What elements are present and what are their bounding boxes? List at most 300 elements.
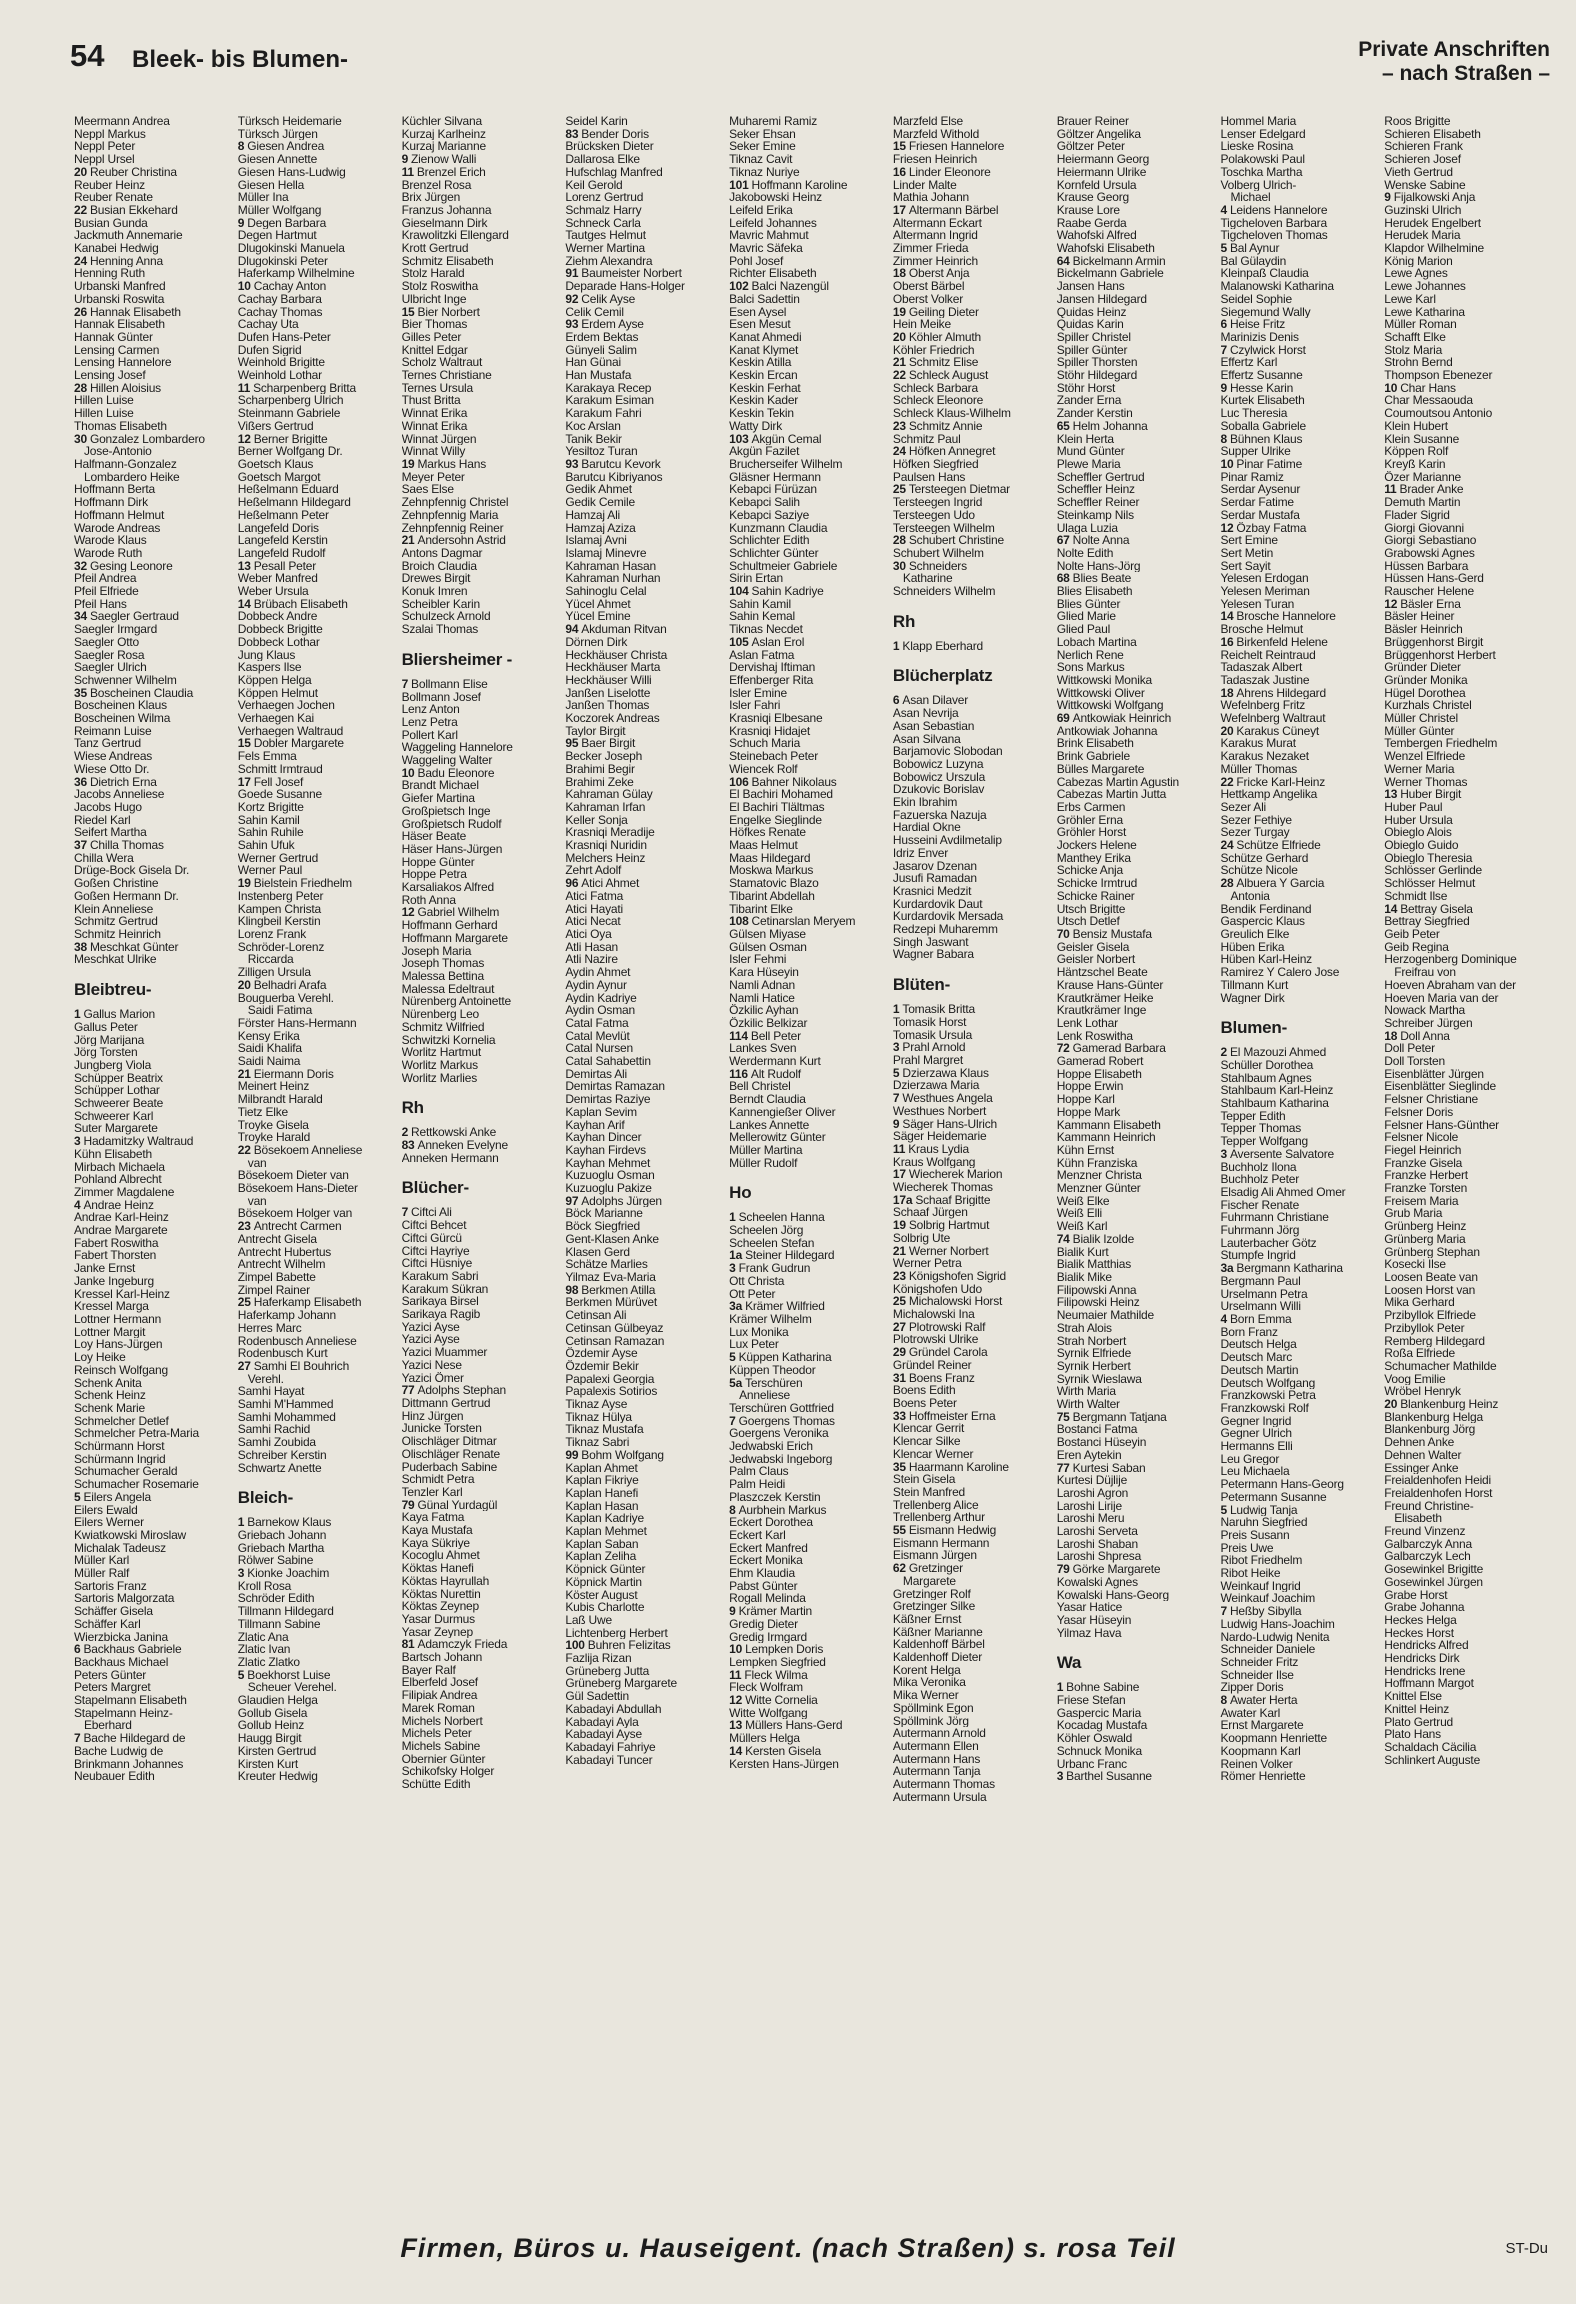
resident-entry — [729, 1643, 893, 1656]
resident-entry: Samhi Rachid — [237, 1423, 311, 1437]
resident-entry — [893, 306, 1057, 319]
resident-entry: Jedwabski Erich — [729, 1440, 813, 1453]
resident-entry: Stumpfe Ingrid — [1220, 1249, 1296, 1263]
resident-name: Terschüren — [745, 1376, 803, 1390]
resident-entry: Schlinkert Auguste — [1384, 1753, 1481, 1767]
footer-code: ST-Du — [1505, 2240, 1548, 2257]
house-number: 35 — [74, 686, 87, 700]
resident-entry: Göltzer Peter — [1056, 140, 1125, 154]
resident-entry: Schreiber Kerstin — [237, 1448, 327, 1462]
resident-entry: Schmelcher Detlef — [74, 1414, 169, 1428]
resident-entry: Schmalz Harry — [565, 203, 642, 217]
resident-entry — [1384, 191, 1548, 204]
resident-entry: Elberfeld Josef — [401, 1676, 478, 1690]
resident-entry: Karakus Nezaket — [1220, 750, 1309, 763]
resident-entry: Müller Ina — [237, 191, 289, 204]
resident-entry: Deutsch Martin — [1220, 1363, 1299, 1377]
resident-entry: Kabadayi Fahriye — [565, 1741, 656, 1754]
resident-name: Brübach Elisabeth — [253, 597, 348, 611]
resident-entry — [1384, 788, 1548, 801]
resident-name: Belhadri Arafa — [253, 978, 327, 992]
resident-entry: Grabe Johanna — [1384, 1601, 1465, 1614]
resident-entry: Glaudien Helga — [237, 1694, 318, 1707]
resident-entry: Krause Lore — [1056, 203, 1120, 217]
resident-entry: Schnuck Monika — [1056, 1744, 1142, 1758]
resident-entry: Sahin Kemal — [729, 610, 795, 624]
resident-entry: Schleck Eleonore — [892, 394, 984, 408]
resident-name: Bösekoem Anneliese — [253, 1143, 363, 1157]
resident-entry: Yasar Durmus — [401, 1612, 475, 1626]
resident-entry: Seidel Sophie — [1220, 292, 1292, 306]
resident-entry: Naruhn Siegfried — [1220, 1516, 1308, 1529]
resident-entry: Jedwabski Ingeborg — [729, 1452, 833, 1466]
resident-entry: Eren Aytekin — [1056, 1448, 1122, 1462]
house-number: 5 — [74, 1490, 81, 1504]
resident-name: Aurbhein Markus — [738, 1503, 827, 1517]
directory-column — [893, 115, 1057, 2185]
house-number: 102 — [729, 280, 749, 293]
resident-entry: Degen Hartmut — [237, 229, 317, 243]
resident-entry: Idriz Enver — [892, 846, 949, 860]
resident-entry: Leifeld Johannes — [729, 216, 817, 230]
resident-entry: Scheffler Heinz — [1056, 483, 1135, 497]
resident-name: Köhler Almuth — [908, 330, 981, 344]
resident-name: Görke Margarete — [1072, 1563, 1161, 1576]
resident-entry: Jackmuth Annemarie — [74, 229, 183, 243]
resident-entry: Werner Gertrud — [237, 851, 319, 865]
resident-entry: Laroshi Shaban — [1056, 1537, 1138, 1551]
resident-entry: Warode Andreas — [74, 521, 161, 535]
house-number: 106 — [729, 775, 749, 789]
resident-entry — [893, 140, 1057, 153]
resident-name: Werner Norbert — [908, 1244, 989, 1258]
page-header — [70, 38, 1550, 88]
resident-entry: Lottner Hermann — [74, 1312, 162, 1326]
resident-entry: Palm Claus — [729, 1465, 789, 1479]
resident-entry: Köppen Helga — [237, 673, 312, 687]
resident-name: Blies Beate — [1072, 572, 1132, 586]
resident-entry: Ramirez Y Calero Jose — [1220, 966, 1340, 979]
resident-entry: Thust Britta — [401, 394, 461, 408]
house-number: 21 — [401, 534, 415, 547]
resident-entry: Isler Fehmi — [729, 953, 787, 967]
resident-entry — [729, 1669, 893, 1682]
resident-entry: Brink Elisabeth — [1056, 737, 1134, 751]
entry-continuation: Margarete — [902, 1574, 956, 1588]
resident-entry — [1220, 1694, 1384, 1707]
house-number: 12 — [401, 906, 415, 920]
resident-entry: Meermann Andrea — [74, 115, 170, 128]
resident-entry: Schneider Daniele — [1220, 1643, 1316, 1656]
resident-entry: Krasniqi Meradije — [565, 826, 655, 840]
resident-entry: Dobbeck Lothar — [237, 635, 320, 649]
resident-entry: Gül Sadettin — [565, 1690, 629, 1703]
entry-continuation: Michael — [1230, 191, 1271, 204]
resident-entry — [729, 1719, 893, 1732]
resident-entry — [74, 1732, 238, 1745]
house-number: 24 — [74, 254, 87, 268]
resident-entry: Winnat Willy — [401, 445, 466, 458]
resident-entry: Loy Heike — [74, 1351, 126, 1364]
resident-entry — [729, 1351, 893, 1364]
resident-entry: Altermann Eckart — [892, 216, 982, 230]
resident-entry: Heiermann Ulrike — [1056, 165, 1147, 179]
resident-entry — [402, 1206, 566, 1219]
resident-entry: Olischläger Renate — [401, 1447, 501, 1461]
resident-entry: Freisem Maria — [1384, 1194, 1459, 1208]
resident-entry: Ciftci Hayriye — [401, 1244, 470, 1258]
resident-entry — [1220, 687, 1384, 700]
resident-entry — [565, 1639, 729, 1652]
resident-entry: Gredig Irmgard — [729, 1630, 808, 1644]
resident-entry: Winnat Jürgen — [401, 432, 477, 446]
resident-entry: Schubert Wilhelm — [892, 546, 984, 560]
resident-name: Tomasik Britta — [902, 1003, 975, 1016]
resident-entry — [565, 1195, 729, 1208]
resident-entry — [565, 877, 729, 890]
resident-entry: Yazici Ayse — [401, 1320, 460, 1334]
resident-entry — [893, 1067, 1057, 1080]
house-number: 103 — [729, 432, 749, 446]
resident-entry: Menzner Günter — [1056, 1182, 1141, 1195]
resident-entry: Köktas Nurettin — [401, 1587, 481, 1601]
resident-entry: Knittel Heinz — [1384, 1702, 1450, 1716]
resident-entry: Filipowski Heinz — [1056, 1296, 1140, 1310]
house-number: 18 — [1220, 686, 1234, 700]
resident-entry: Lenz Anton — [401, 703, 460, 716]
resident-entry: Goetsch Margot — [237, 470, 321, 484]
resident-entry: Eilers Ewald — [74, 1503, 138, 1517]
resident-entry: Andrae Margarete — [74, 1224, 168, 1237]
resident-entry: Hoffmann Berta — [74, 483, 156, 497]
resident-entry: Türksch Jürgen — [237, 127, 318, 141]
resident-entry: Worlitz Markus — [401, 1058, 478, 1072]
resident-entry: Franzke Torsten — [1384, 1182, 1468, 1195]
resident-entry: Wirth Walter — [1056, 1398, 1120, 1411]
resident-entry: Yasar Hüseyin — [1056, 1613, 1132, 1627]
resident-name: Küppen Katharina — [738, 1351, 832, 1364]
resident-entry: Loosen Horst van — [1384, 1283, 1476, 1297]
house-number: 3 — [729, 1262, 736, 1275]
house-number: 67 — [1056, 534, 1070, 547]
resident-entry: Hoppe Elisabeth — [1056, 1067, 1142, 1081]
resident-entry: Gröhler Horst — [1056, 826, 1127, 840]
resident-entry: Hüben Karl-Heinz — [1220, 953, 1312, 967]
resident-entry: Melchers Heinz — [565, 851, 646, 865]
resident-entry: Wagner Babara — [892, 948, 974, 962]
resident-entry: Herudek Engelbert — [1384, 216, 1481, 230]
resident-entry: Sahin Kamil — [729, 597, 791, 611]
resident-entry: Krautkrämer Inge — [1056, 1004, 1147, 1017]
resident-entry: Erbs Carmen — [1056, 800, 1126, 814]
resident-entry: Kurdardovik Daut — [892, 897, 983, 911]
resident-entry: Ribot Heike — [1220, 1567, 1281, 1580]
resident-entry: Zehrt Adolf — [565, 864, 622, 878]
resident-entry: Ehm Klaudia — [729, 1567, 795, 1580]
house-number: 10 — [1384, 381, 1398, 395]
resident-entry: Köppen Rolf — [1384, 445, 1449, 458]
resident-entry — [74, 776, 238, 789]
resident-entry — [1220, 610, 1384, 623]
resident-entry: Seker Emine — [729, 140, 796, 154]
resident-entry: Keskin Atilla — [729, 356, 792, 370]
resident-entry: Effertz Karl — [1220, 356, 1278, 370]
resident-entry: Deparade Hans-Holger — [565, 280, 685, 293]
resident-entry — [238, 382, 402, 395]
resident-entry: Dörnen Dirk — [565, 635, 628, 649]
resident-entry: Wiecherek Thomas — [892, 1181, 993, 1194]
resident-entry: Milbrandt Harald — [237, 1093, 323, 1106]
resident-entry — [1220, 1046, 1384, 1059]
resident-entry: Schlösser Gerlinde — [1384, 864, 1483, 878]
resident-entry: Höfkes Renate — [729, 826, 806, 840]
resident-entry: Krasnici Medzit — [892, 884, 972, 898]
resident-entry: Grüneberg Margarete — [565, 1677, 677, 1691]
resident-entry: Mathia Johann — [892, 191, 970, 204]
resident-entry: Großpietsch Rudolf — [401, 817, 502, 831]
resident-entry: Catal Nursen — [565, 1042, 633, 1056]
resident-entry — [402, 153, 566, 166]
resident-name: Bielstein Friedhelm — [253, 877, 352, 890]
house-number: 77 — [401, 1384, 415, 1397]
resident-entry: Brauer Reiner — [1056, 115, 1129, 128]
house-number: 8 — [1220, 432, 1227, 446]
resident-entry: Szalai Thomas — [401, 623, 479, 636]
resident-entry: Ciftci Behcet — [401, 1219, 467, 1232]
resident-entry: Ekin Ibrahim — [892, 796, 958, 809]
resident-entry: Gedik Ahmet — [565, 483, 632, 497]
resident-entry: Gegner Ulrich — [1220, 1427, 1292, 1441]
resident-entry: Antons Dagmar — [401, 546, 483, 560]
resident-entry: Manthey Erika — [1056, 851, 1131, 865]
resident-entry: Weiß Karl — [1056, 1220, 1108, 1233]
resident-entry: Kebapci Salih — [729, 496, 800, 509]
entry-continuation: Saidi Fatima — [247, 1004, 313, 1017]
resident-entry: Mika Gerhard — [1384, 1296, 1455, 1310]
resident-entry: Stahlbaum Karl-Heinz — [1220, 1084, 1334, 1098]
resident-name: Scheelen Hanna — [738, 1211, 825, 1225]
resident-entry: Suter Margarete — [74, 1122, 158, 1136]
resident-entry: Backhaus Michael — [74, 1655, 169, 1669]
resident-entry: Kaplan Saban — [565, 1537, 639, 1551]
resident-entry: Tigcheloven Thomas — [1220, 229, 1328, 243]
resident-name: Dzierzawa Klaus — [902, 1066, 989, 1080]
resident-entry: Eisenblätter Jürgen — [1384, 1067, 1484, 1081]
resident-entry: Terschüren Gottfried — [729, 1401, 834, 1415]
resident-entry: Tepper Thomas — [1220, 1122, 1302, 1136]
resident-entry: Grabe Horst — [1384, 1588, 1448, 1602]
house-number: 19 — [892, 305, 906, 319]
resident-entry: Gröhler Erna — [1056, 813, 1123, 827]
resident-entry: Dlugokinski Manuela — [237, 242, 345, 255]
resident-entry: Keskin Tekin — [729, 407, 794, 420]
resident-entry: Haferkamp Johann — [237, 1309, 336, 1322]
resident-entry — [729, 433, 893, 446]
resident-entry — [1384, 483, 1548, 496]
resident-entry: Köster August — [565, 1588, 638, 1602]
resident-entry: Kühn Franziska — [1056, 1156, 1138, 1170]
resident-entry: Tigcheloven Barbara — [1220, 216, 1327, 230]
resident-entry: Soballa Gabriele — [1220, 419, 1306, 433]
resident-name: Andrae Heinz — [83, 1198, 154, 1212]
house-number: 24 — [1220, 839, 1234, 852]
resident-entry: Schweerer Karl — [74, 1109, 154, 1123]
resident-entry: Kayhan Dincer — [565, 1131, 642, 1144]
resident-entry: Eilers Werner — [74, 1516, 144, 1529]
house-number: 74 — [1056, 1232, 1070, 1246]
resident-entry — [729, 636, 893, 649]
resident-entry: Kaplan Kadriye — [565, 1512, 644, 1526]
resident-entry: Kaya Mustafa — [401, 1524, 473, 1537]
resident-entry: Sahin Kamil — [237, 813, 300, 827]
resident-entry: Giorgi Sebastiano — [1384, 534, 1477, 547]
house-number: 11 — [401, 165, 414, 179]
resident-entry: Serdar Fatime — [1220, 496, 1294, 509]
resident-entry: Voog Emilie — [1384, 1372, 1446, 1386]
resident-entry: Halfmann-Gonzalez — [74, 457, 177, 471]
resident-entry: Strah Alois — [1056, 1321, 1112, 1335]
resident-entry: Gosewinkel Jürgen — [1384, 1575, 1483, 1589]
resident-name: Bergmann Tatjana — [1072, 1410, 1167, 1424]
resident-name: Kraus Lydia — [908, 1142, 969, 1156]
resident-entry: Giefer Martina — [401, 792, 475, 805]
resident-entry: Ternes Christiane — [401, 369, 492, 382]
entry-continuation: Elisabeth — [1394, 1512, 1442, 1526]
resident-name: Barthel Susanne — [1066, 1770, 1152, 1783]
resident-entry: Gilles Peter — [401, 330, 462, 344]
resident-entry: Köhler Oswald — [1056, 1732, 1133, 1745]
resident-name: Czylwick Horst — [1229, 343, 1306, 357]
resident-entry — [402, 906, 566, 919]
house-number: 9 — [729, 1605, 736, 1618]
resident-name: Brenzel Erich — [416, 165, 486, 179]
house-number: 6 — [74, 1643, 81, 1656]
resident-entry — [74, 306, 238, 319]
resident-entry: Ernst Margarete — [1220, 1719, 1304, 1733]
house-number: 11 — [729, 1668, 742, 1682]
house-number: 34 — [74, 610, 87, 624]
resident-name: Helm Johanna — [1072, 419, 1148, 433]
resident-entry: Weinhold Brigitte — [237, 356, 325, 370]
resident-name: Scharpenberg Britta — [253, 381, 357, 395]
resident-entry — [238, 140, 402, 153]
house-number: 3 — [237, 1567, 245, 1580]
resident-entry: Warode Klaus — [74, 534, 147, 547]
resident-name: Bollmann Elise — [411, 677, 488, 691]
resident-entry: Marek Roman — [401, 1701, 475, 1715]
resident-entry: Griebach Johann — [237, 1528, 327, 1542]
resident-name: Birkenfeld Helene — [1236, 635, 1328, 649]
resident-entry: Brucherseifer Wilhelm — [729, 457, 843, 471]
resident-entry: Joseph Maria — [401, 944, 472, 958]
house-number: 17 — [892, 1168, 906, 1182]
resident-entry — [238, 877, 402, 890]
resident-name: Günal Yurdagül — [417, 1498, 498, 1512]
resident-entry: Saegler Irmgard — [74, 623, 158, 636]
resident-name: Bal Aynur — [1229, 242, 1280, 255]
resident-entry: Geib Regina — [1384, 940, 1449, 954]
resident-entry: Worlitz Marlies — [401, 1071, 478, 1085]
resident-entry: Maas Helmut — [729, 839, 798, 852]
resident-entry — [238, 737, 402, 750]
resident-entry: Felsner Doris — [1384, 1105, 1453, 1119]
resident-name: Bettray Gisela — [1400, 902, 1473, 916]
resident-entry: Tiknaz Mustafa — [565, 1423, 644, 1437]
resident-entry: Awater Karl — [1220, 1706, 1281, 1720]
resident-entry: Asan Sebastian — [892, 719, 975, 733]
resident-entry: Freund Christine- — [1384, 1499, 1474, 1513]
resident-entry: Böck Marianne — [565, 1207, 643, 1221]
resident-entry: Franzkowski Rolf — [1220, 1401, 1309, 1415]
resident-entry: Brix Jürgen — [401, 191, 461, 204]
street-heading: Blücherplatz — [892, 666, 993, 686]
house-number: 5 — [729, 1351, 736, 1364]
resident-entry — [1220, 382, 1384, 395]
resident-entry: Schmidt Ilse — [1384, 889, 1448, 903]
resident-entry: Günyeli Salim — [565, 343, 637, 357]
resident-entry — [402, 767, 566, 780]
resident-entry: Wenzel Elfriede — [1384, 750, 1466, 763]
resident-entry: Laroshi Serveta — [1056, 1525, 1138, 1538]
house-number: 24 — [892, 445, 906, 458]
house-number: 15 — [237, 737, 251, 751]
resident-entry: Gläsner Hermann — [729, 470, 821, 484]
resident-name: Haferkamp Elisabeth — [253, 1296, 362, 1310]
footer-note: Firmen, Büros u. Hauseigent. (nach Straßen) s. rosa Teil — [400, 2233, 1176, 2263]
resident-entry: Janßen Thomas — [565, 699, 650, 713]
resident-entry: Yasar Hatice — [1056, 1601, 1123, 1614]
resident-entry: Gosewinkel Brigitte — [1384, 1563, 1484, 1576]
resident-entry: Tadaszak Justine — [1220, 673, 1310, 687]
resident-entry: Friesen Heinrich — [892, 153, 978, 166]
resident-entry: Pinar Ramiz — [1220, 470, 1284, 484]
directory-column — [402, 115, 566, 2185]
resident-name: Gesing Leonore — [89, 559, 173, 573]
house-number: 7 — [401, 677, 409, 691]
resident-entry: Asan Nevrija — [892, 707, 959, 720]
resident-entry: Hüssen Barbara — [1384, 559, 1469, 573]
resident-entry: Karakaya Recep — [565, 381, 652, 395]
resident-entry: Bostanci Fatma — [1056, 1423, 1138, 1437]
resident-entry: Sarikaya Ragib — [401, 1308, 481, 1321]
resident-entry — [893, 166, 1057, 179]
resident-name: Steiner Hildegard — [745, 1249, 835, 1263]
house-number: 79 — [1056, 1563, 1070, 1576]
house-number: 55 — [892, 1524, 906, 1537]
resident-entry: Klingbeil Kerstin — [237, 915, 321, 928]
resident-entry: Lenser Edelgard — [1220, 127, 1306, 141]
resident-entry — [1220, 877, 1384, 890]
resident-name: Awater Herta — [1229, 1694, 1298, 1707]
resident-entry: Karakus Murat — [1220, 737, 1296, 751]
resident-entry — [893, 356, 1057, 369]
resident-entry: Aydin Ahmet — [565, 966, 631, 979]
resident-entry: Kreyß Karin — [1384, 457, 1446, 471]
house-number: 27 — [892, 1320, 906, 1334]
resident-entry: Reichelt Reintraud — [1220, 648, 1316, 662]
resident-entry: Barjamovic Slobodan — [892, 745, 1003, 758]
entry-continuation: van — [247, 1156, 267, 1170]
resident-entry: Brandt Michael — [401, 779, 479, 793]
resident-entry — [893, 1295, 1057, 1308]
resident-entry: Peters Margret — [74, 1681, 151, 1695]
resident-entry — [1220, 1262, 1384, 1275]
resident-name: Fleck Wilma — [744, 1668, 808, 1682]
house-number: 3a — [1220, 1262, 1234, 1275]
resident-name: Eismann Hedwig — [908, 1524, 997, 1537]
resident-entry: Catal Fatma — [565, 1016, 629, 1030]
resident-entry: Saegler Otto — [74, 635, 139, 649]
